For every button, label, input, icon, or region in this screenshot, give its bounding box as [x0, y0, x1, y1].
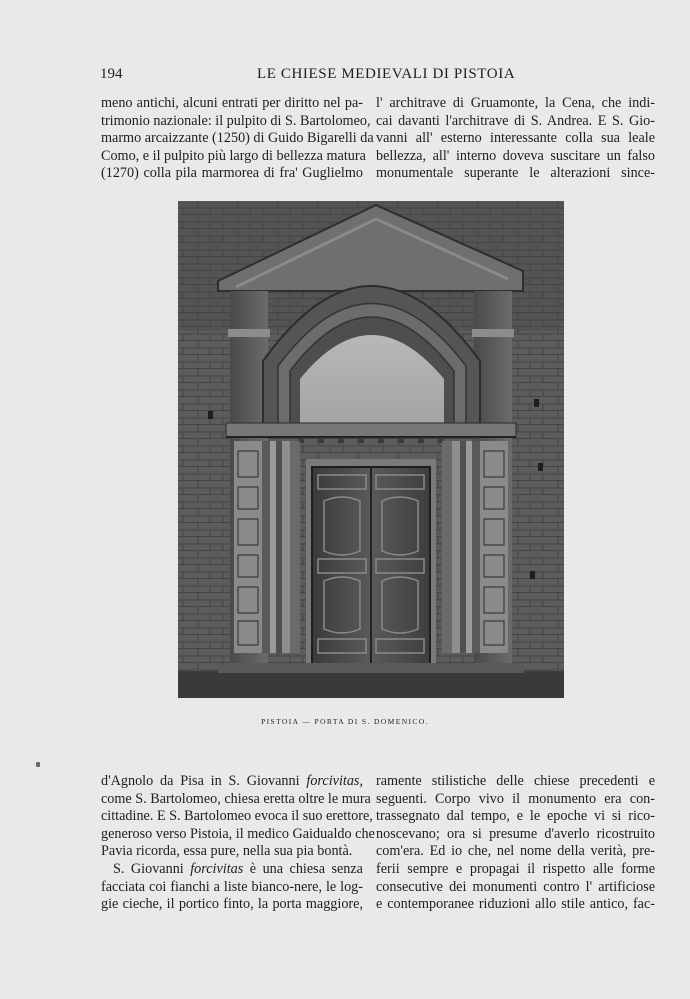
- text-line: consecutive dei monumenti contro l' artificiose: [376, 878, 655, 895]
- text-line: seguenti. Corpo vivo il monumento era con-: [376, 790, 655, 807]
- figure-caption: PISTOIA — PORTA DI S. DOMENICO.: [261, 717, 429, 726]
- running-title: LE CHIESE MEDIEVALI DI PISTOIA: [257, 66, 516, 82]
- bottom-right-column: [376, 773, 655, 914]
- text-line: [101, 861, 363, 879]
- text-line: Pavia ricorda, essa pure, nella sua pia bontà.: [101, 843, 353, 860]
- text-line: com'era. Ed io che, nel nome della verità, pre-: [376, 843, 655, 860]
- text-line: meno antichi, alcuni entrati per diritto nel pa-: [101, 95, 363, 111]
- italic-text: forcivitas: [190, 860, 244, 877]
- text-line: ramente stilistiche delle chiese precedenti e: [376, 773, 655, 789]
- page-number: 194: [100, 66, 123, 82]
- text-line: bellezza, all' interno doveva suscitare un falso: [376, 147, 655, 164]
- text-line: e contemporanee riduzioni allo stile antico, fac-: [376, 896, 655, 913]
- text-line: come S. Bartolomeo, chiesa eretta oltre le mura: [101, 790, 371, 807]
- margin-mark: [36, 762, 40, 767]
- text-line: l' architrave di Gruamonte, la Cena, che indi-: [376, 95, 655, 111]
- text-line: [101, 773, 363, 791]
- text-line: Como, e il pulpito più largo di bellezza matura: [101, 147, 366, 164]
- text-fragment: è una chiesa senza: [243, 860, 363, 877]
- text-fragment: S. Giovanni: [113, 860, 191, 877]
- text-line: gie cieche, il portico finto, la porta maggiore,: [101, 896, 363, 913]
- portal-photograph: [178, 201, 564, 698]
- text-fragment: d'Agnolo da Pisa in S. Giovanni: [101, 773, 307, 789]
- text-line: cittadine. E S. Bartolomeo evoca il suo erettore,: [101, 808, 373, 825]
- text-line: noscevano; ora si presume d'averlo ricostruito: [376, 825, 655, 842]
- text-line: monumentale superante le alterazioni since-: [376, 165, 655, 182]
- top-right-column: [376, 95, 655, 183]
- text-line: cai davanti l'architrave di S. Andrea. E S. Gio-: [376, 112, 655, 129]
- text-line: generoso verso Pistoia, il medico Gaidualdo che: [101, 825, 375, 842]
- top-left-column: [101, 95, 374, 183]
- text-line: ferii sempre e propagai il rispetto alle forme: [376, 860, 655, 877]
- page-header: [100, 66, 655, 86]
- text-line: marmo arcaizzante (1250) di Guido Bigarelli da: [101, 130, 374, 147]
- text-line: vanni all' esterno interessante colla sua leale: [376, 130, 655, 147]
- text-line: (1270) colla pila marmorea di fra' Guglielmo: [101, 165, 363, 182]
- text-line: facciata coi fianchi a liste bianco-nere, le log-: [101, 878, 363, 895]
- text-line: trimonio nazionale: il pulpito di S. Bartolomeo,: [101, 112, 371, 129]
- bottom-left-column: [101, 773, 375, 914]
- italic-text: forcivitas,: [306, 773, 363, 789]
- text-line: trassegnato dal tempo, e le epoche vi si rico-: [376, 808, 655, 825]
